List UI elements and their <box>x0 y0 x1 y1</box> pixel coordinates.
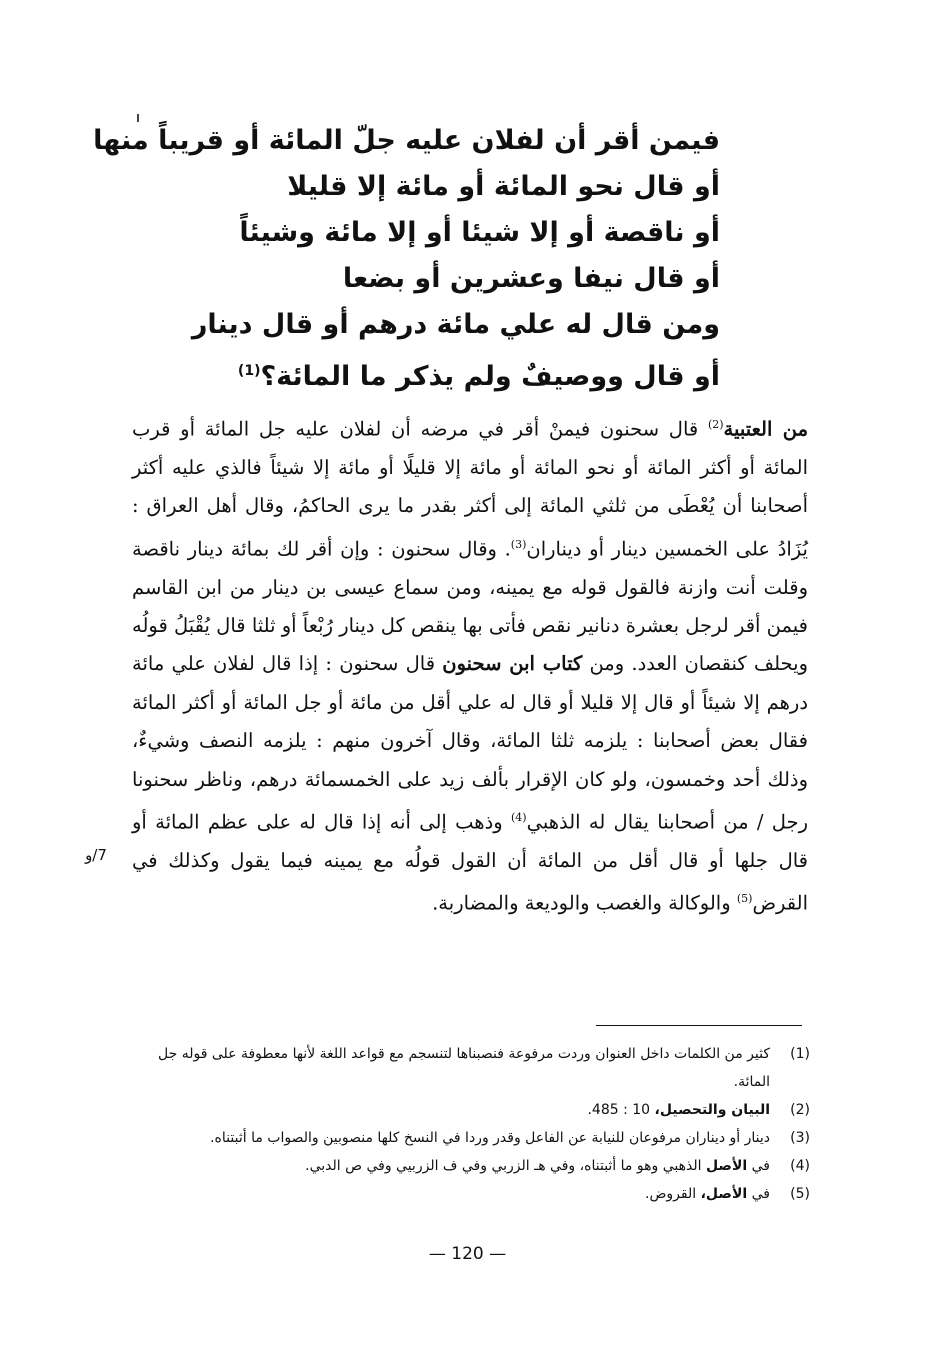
footnote-ref: (1) <box>237 363 261 379</box>
footnote-ref: (5) <box>736 892 753 906</box>
body-paragraph <box>132 406 808 923</box>
footnote-ref: (3) <box>510 537 527 551</box>
footnote-source: الأصل <box>705 1158 748 1174</box>
page-number: — 120 — <box>428 1244 507 1264</box>
title-line-text: أو قال ووصيفٌ ولم يذكر ما المائة؟ <box>260 361 720 392</box>
title-line: أو قال نيفا وعشرين أو بضعا <box>342 263 720 294</box>
footnote-text-pre: في <box>747 1186 770 1202</box>
footnote-text <box>138 1152 770 1180</box>
footnote-number: (2) <box>790 1102 810 1118</box>
footnote-number: (4) <box>790 1158 810 1174</box>
footnote-number: (1) <box>790 1046 810 1062</box>
footnotes <box>138 1040 810 1208</box>
footnote-text <box>138 1180 770 1208</box>
title-line: فيمن أقر أن لفلان عليه جلّ المائة أو قريباً منها <box>93 125 720 156</box>
footnote-text: كثير من الكلمات داخل العنوان وردت مرفوعة فنصبناها لتنسجم مع قواعد اللغة لأنها معطوفة على قوله جل المائة. <box>158 1046 770 1090</box>
title-line: ومن قال له علي مائة درهم أو قال دينار <box>191 309 720 340</box>
body-text-segment: . وقال سحنون : وإن أقر لك بمائة دينار ناقصة وقلت أنت وازنة فالقول قوله مع يمينه، ومن سماع عيسى بن دينار من ابن القاسم فيمن أقر لرجل بعشرة دنانير نقص فأتى بها ينقص كل دينار رُبْعاً أو ثلثا قال يُقْبَلُ قولُه ويحلف كنقصان العدد. ومن <box>132 537 808 676</box>
footnote-number: (3) <box>790 1130 810 1146</box>
body-text-segment: والوكالة والغصب والوديعة والمضاربة. <box>432 891 737 915</box>
footnote-item <box>138 1152 810 1180</box>
section-title <box>93 118 720 400</box>
footnote-item <box>138 1096 810 1124</box>
source-title: كتاب ابن سحنون <box>442 652 583 676</box>
body-text-segment: قال سحنون : إذا قال لفلان علي مائة درهم إلا شيئاً أو قال إلا قليلا أو قال له علي أقل من مائة أو جل المائة أو أكثر المائة فقال بعض أصحابنا : يلزمه ثلثا المائة، وقال آخرون منهم : يلزمه النصف وشيءٌ، وذلك أحد وخمسون، ولو كان الإقرار بألف زيد على الخمسمائة درهم، وناظر سحنونا رجل / من أصحابنا يقال له الذهبي <box>132 652 808 834</box>
source-title: من العتبية <box>723 417 809 441</box>
footnote-source: الأصل، <box>700 1186 748 1202</box>
footnote-source: البيان والتحصيل، <box>654 1102 770 1118</box>
footnote-text-rest: القروض. <box>645 1186 701 1202</box>
title-line <box>140 348 720 400</box>
footnote-text <box>138 1096 770 1124</box>
footnote-text-pre: في <box>747 1158 770 1174</box>
body-text-segment: وذهب إلى أنه إذا قال له على عظم المائة أو قال جلها أو قال أقل من المائة أن القول قولُه مع يمينه فيما يقول وكذلك في القرض <box>132 810 808 915</box>
footnote-ref: (4) <box>510 811 527 825</box>
footnote-divider <box>596 1025 802 1026</box>
footnote-item <box>138 1124 810 1152</box>
footnote-ref: (2) <box>707 418 724 431</box>
footnote-text-rest: 10 : 485. <box>587 1102 655 1118</box>
footnote-number: (5) <box>790 1186 810 1202</box>
manuscript-folio-marker: 7/و <box>85 846 107 864</box>
footnote-text-rest: الذهبي وهو ما أثبتناه، وفي هـ الزربي وفي ف الزربيي وفي ص الدبي. <box>305 1158 706 1174</box>
title-line: أو قال نحو المائة أو مائة إلا قليلا <box>287 171 720 202</box>
body-text-segment: قال سحنون فيمنْ أقر في مرضه أن لفلان عليه جل المائة أو قرب المائة أو أكثر المائة أو نحو المائة أو مائة إلا قليلًا أو مائة إلا شيئاً فالذي عليه أكثر أصحابنا أن يُعْطَى من ثلثي المائة إلى أكثر بقدر ما يرى الحاكمُ، وقال أهل العراق : يُزَادُ على الخمسين دينار أو ديناران <box>132 417 808 561</box>
footnote-item <box>138 1180 810 1208</box>
footnote-item <box>138 1040 810 1096</box>
title-line: أو ناقصة أو إلا شيئا أو إلا مائة وشيئاً <box>239 217 720 248</box>
footnote-text: دينار أو ديناران مرفوعان للنيابة عن الفاعل وقدر وردا في النسخ كلها منصوبين والصواب ما أثبتناه. <box>210 1130 770 1146</box>
